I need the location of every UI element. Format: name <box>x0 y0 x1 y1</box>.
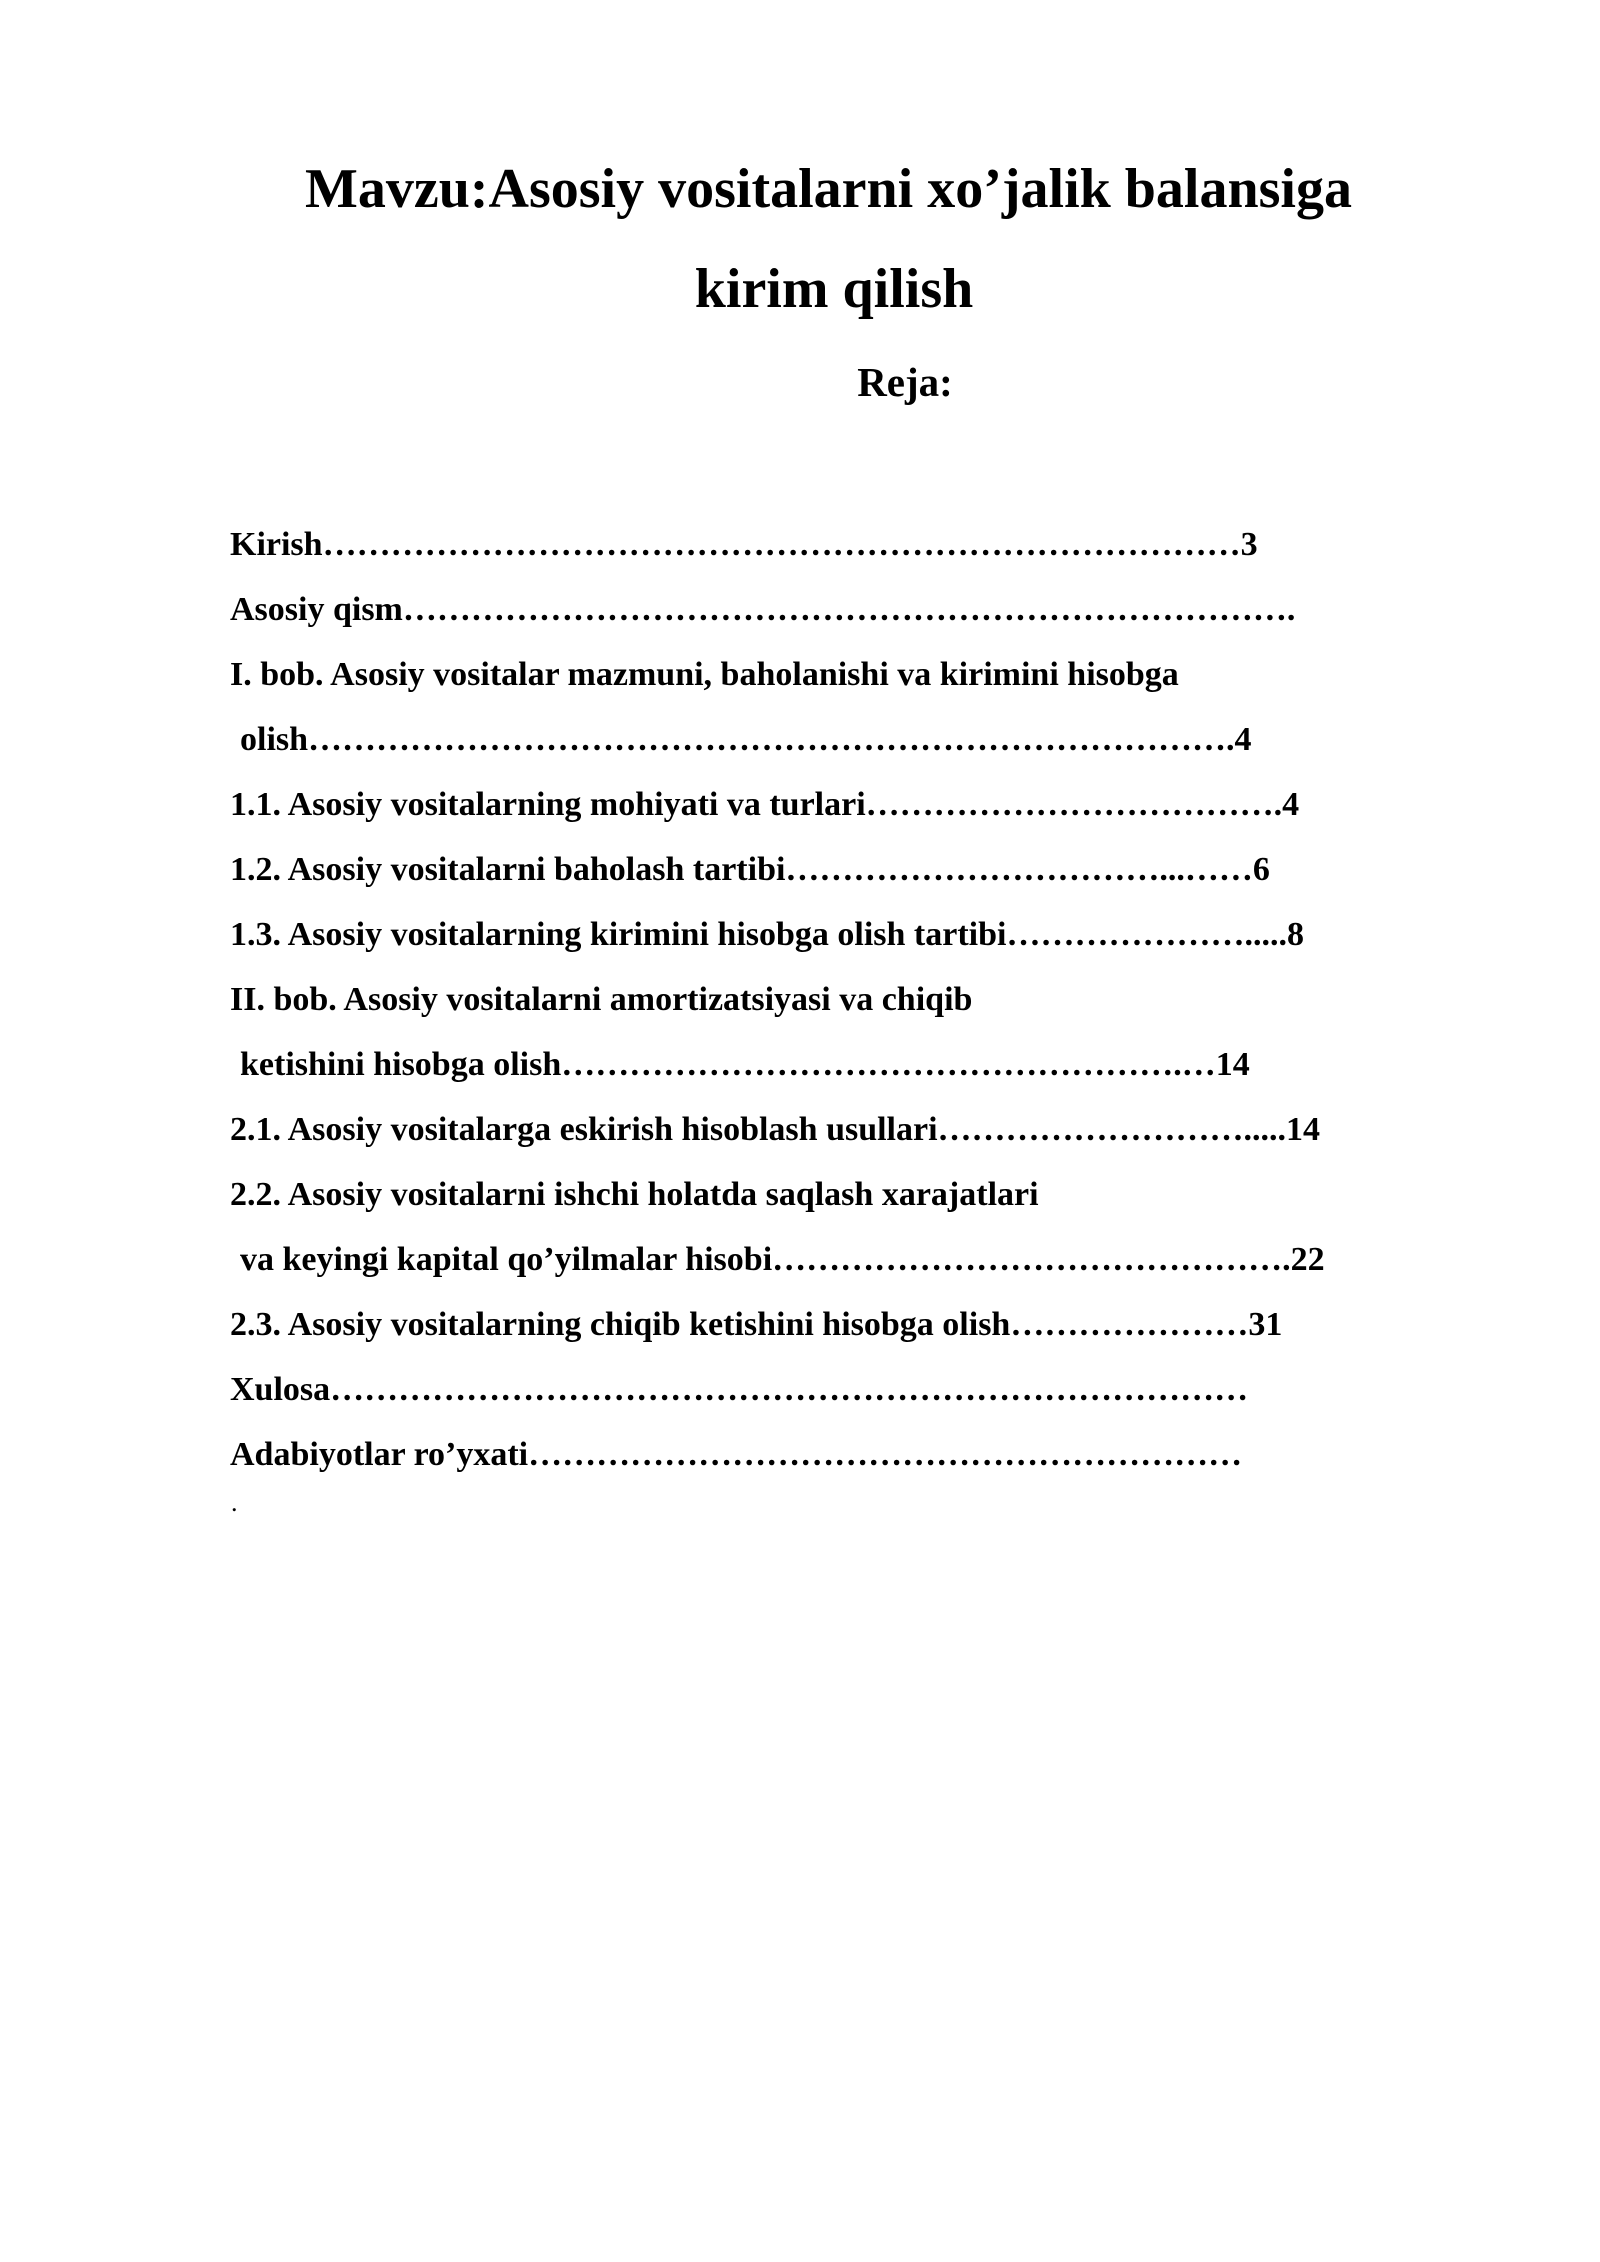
trailing-mark: . <box>231 1488 238 1517</box>
toc-entry: Kirish………………………………………………………………………3 <box>230 526 1258 563</box>
plan-heading: Reja: <box>857 359 953 405</box>
toc-entry: 1.3. Asosiy vositalarning kirimini hisobga olish tartibi………………….....8 <box>230 916 1304 953</box>
toc-entry: ketishini hisobga olish……………………………………………….…14 <box>240 1046 1250 1083</box>
toc-entry: Xulosa……………………………………………………………………… <box>230 1371 1249 1408</box>
toc-entry: 2.1. Asosiy vositalarga eskirish hisoblash usullari……………………….....14 <box>230 1111 1321 1148</box>
toc-entry: olish……………………………………………………………………….4 <box>240 721 1252 758</box>
document-title-line-2: kirim qilish <box>694 258 974 320</box>
toc-entry: I. bob. Asosiy vositalar mazmuni, baholanishi va kirimini hisobga <box>230 656 1179 693</box>
toc-entry: va keyingi kapital qo’yilmalar hisobi……………………………………….22 <box>240 1241 1325 1278</box>
table-of-contents <box>230 512 1470 1487</box>
toc-entry: Adabiyotlar ro’yxati……………………………………………………… <box>230 1436 1243 1473</box>
document-title-line-1: Mavzu:Asosiy vositalarni xo’jalik balansiga <box>305 158 1352 220</box>
toc-entry: 2.2. Asosiy vositalarni ishchi holatda saqlash xarajatlari <box>230 1176 1039 1213</box>
toc-entry: 2.3. Asosiy vositalarning chiqib ketishini hisobga olish…………………31 <box>230 1306 1283 1343</box>
toc-entry: II. bob. Asosiy vositalarni amortizatsiyasi va chiqib <box>230 981 973 1018</box>
toc-entry: 1.1. Asosiy vositalarning mohiyati va turlari……………………………….4 <box>230 786 1300 823</box>
toc-entry: Asosiy qism……………………………………………………………………. <box>230 591 1296 628</box>
toc-entry: 1.2. Asosiy vositalarni baholash tartibi……………………………...……6 <box>230 851 1270 888</box>
